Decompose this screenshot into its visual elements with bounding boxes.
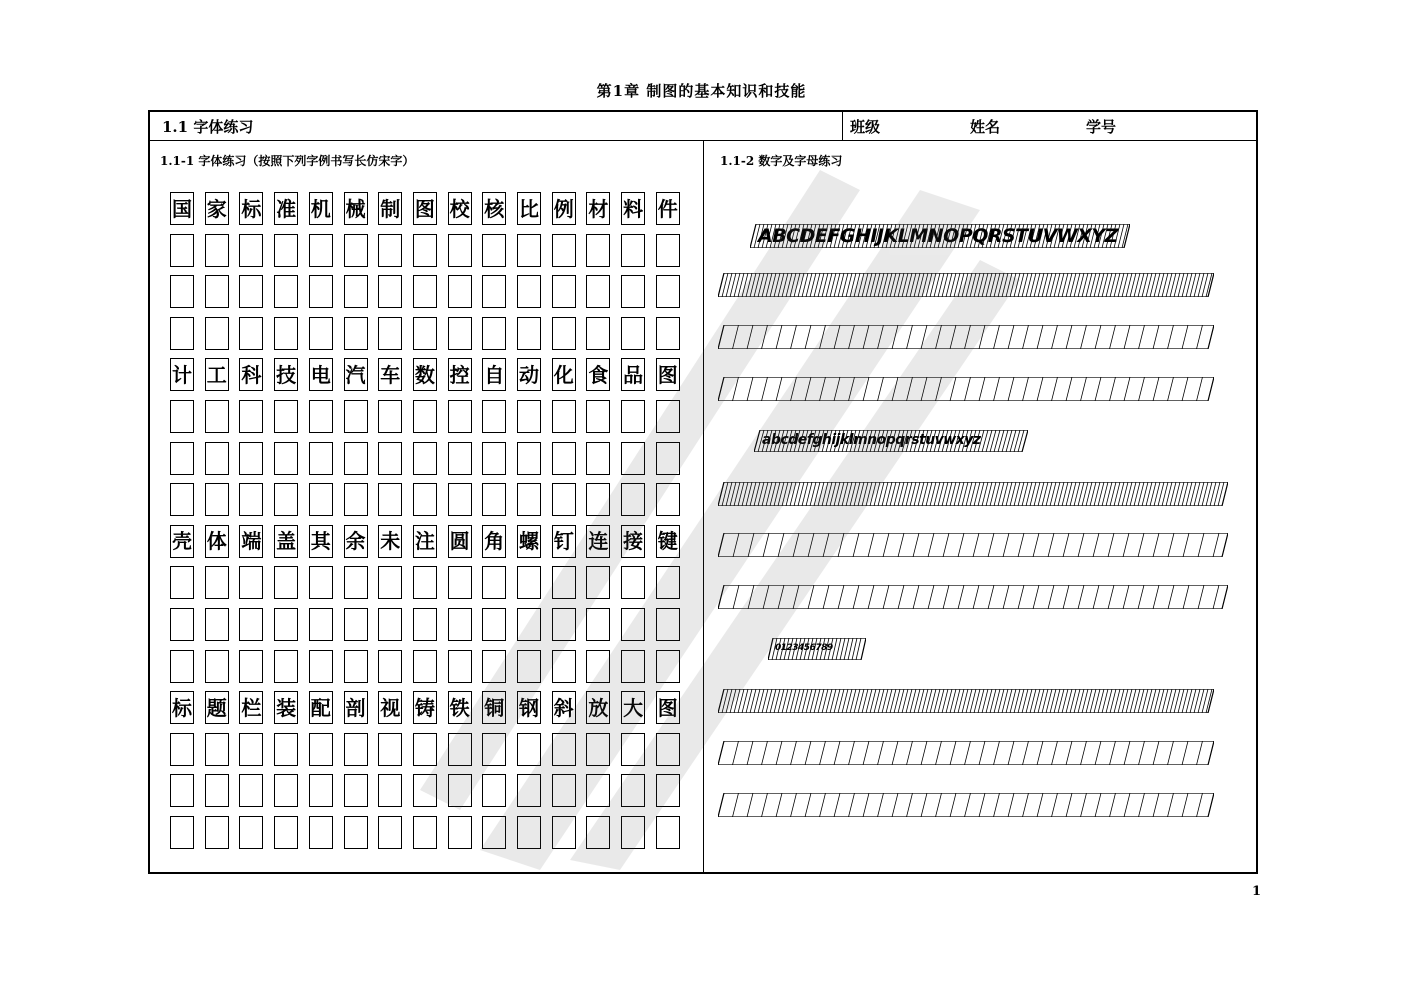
sample-character: 剖 (344, 691, 368, 724)
practice-cell (344, 317, 368, 350)
sample-character: 标 (170, 691, 194, 724)
practice-cell (205, 317, 229, 350)
practice-cell (344, 442, 368, 475)
sample-character: 工 (205, 358, 229, 391)
right-section-title: 1.1-2 数字及字母练习 (720, 154, 843, 168)
practice-cell (656, 608, 680, 641)
practice-cell (586, 816, 610, 849)
practice-cell (309, 733, 333, 766)
practice-cell (170, 650, 194, 683)
practice-cell (309, 774, 333, 807)
sample-character: 装 (274, 691, 298, 724)
practice-cell (378, 566, 402, 599)
practice-cell (482, 566, 506, 599)
sample-character: 制 (378, 192, 402, 225)
practice-cell (205, 275, 229, 308)
practice-cell (552, 608, 576, 641)
practice-cell (413, 733, 437, 766)
practice-cell (413, 442, 437, 475)
practice-cell (656, 234, 680, 267)
practice-cell (378, 234, 402, 267)
practice-cell (170, 275, 194, 308)
practice-cell (517, 234, 541, 267)
sample-character: 科 (239, 358, 263, 391)
sample-character: 例 (552, 192, 576, 225)
practice-cell (274, 566, 298, 599)
practice-cell (517, 275, 541, 308)
practice-cell (448, 816, 472, 849)
practice-cell (656, 816, 680, 849)
practice-cell (239, 234, 263, 267)
practice-cell (413, 275, 437, 308)
practice-cell (656, 774, 680, 807)
practice-cell (552, 483, 576, 516)
practice-cell (448, 733, 472, 766)
practice-cell (413, 483, 437, 516)
practice-cell (239, 566, 263, 599)
practice-cell (309, 442, 333, 475)
practice-cell (378, 317, 402, 350)
practice-cell (517, 483, 541, 516)
practice-cell (205, 816, 229, 849)
practice-strip (718, 741, 1214, 765)
practice-cell (482, 234, 506, 267)
sample-character: 校 (448, 192, 472, 225)
practice-cell (586, 234, 610, 267)
practice-cell (205, 650, 229, 683)
practice-cell (378, 733, 402, 766)
practice-cell (448, 650, 472, 683)
practice-cell (656, 317, 680, 350)
practice-cell (378, 650, 402, 683)
practice-cell (586, 275, 610, 308)
practice-cell (621, 650, 645, 683)
practice-cell (517, 400, 541, 433)
practice-cell (586, 442, 610, 475)
sample-character: 栏 (239, 691, 263, 724)
sample-character: 家 (205, 192, 229, 225)
practice-cell (656, 733, 680, 766)
sample-character: 械 (344, 192, 368, 225)
practice-cell (274, 275, 298, 308)
sample-character: 图 (413, 192, 437, 225)
practice-cell (517, 816, 541, 849)
practice-strip (718, 377, 1214, 401)
practice-cell (309, 317, 333, 350)
practice-cell (170, 733, 194, 766)
sample-character: 料 (621, 192, 645, 225)
practice-cell (482, 483, 506, 516)
practice-cell (448, 566, 472, 599)
sample-character: 斜 (552, 691, 576, 724)
practice-cell (448, 608, 472, 641)
practice-cell (586, 733, 610, 766)
student-id-label: 学号 (1086, 118, 1117, 136)
practice-cell (309, 650, 333, 683)
practice-cell (344, 400, 368, 433)
sample-character: 计 (170, 358, 194, 391)
practice-cell (378, 442, 402, 475)
practice-cell (205, 483, 229, 516)
practice-cell (621, 400, 645, 433)
practice-cell (552, 650, 576, 683)
practice-strip (718, 793, 1214, 817)
sample-character: 题 (205, 691, 229, 724)
lowercase-sample: abcdefghijklmnopqrstuvwxyz (762, 432, 981, 448)
practice-cell (517, 566, 541, 599)
sample-character: 材 (586, 192, 610, 225)
sample-character: 键 (656, 525, 680, 558)
practice-cell (552, 566, 576, 599)
left-section-title: 1.1-1 字体练习（按照下列字例书写长仿宋字） (160, 154, 415, 168)
practice-cell (309, 400, 333, 433)
practice-cell (378, 608, 402, 641)
page-number: 1 (1252, 884, 1262, 899)
practice-cell (517, 608, 541, 641)
practice-cell (621, 774, 645, 807)
practice-cell (309, 566, 333, 599)
practice-cell (656, 442, 680, 475)
class-label: 班级 (850, 118, 881, 136)
practice-cell (448, 400, 472, 433)
practice-cell (205, 234, 229, 267)
practice-strip (718, 533, 1228, 557)
practice-cell (378, 816, 402, 849)
sample-character: 注 (413, 525, 437, 558)
practice-cell (586, 483, 610, 516)
practice-cell (274, 483, 298, 516)
sample-character: 圆 (448, 525, 472, 558)
sample-character: 动 (517, 358, 541, 391)
practice-cell (239, 608, 263, 641)
practice-cell (378, 483, 402, 516)
practice-cell (170, 816, 194, 849)
practice-cell (448, 442, 472, 475)
practice-cell (413, 234, 437, 267)
practice-cell (482, 816, 506, 849)
sample-character: 大 (621, 691, 645, 724)
practice-cell (448, 317, 472, 350)
practice-cell (274, 234, 298, 267)
practice-cell (205, 733, 229, 766)
sample-character: 铁 (448, 691, 472, 724)
practice-cell (586, 774, 610, 807)
practice-cell (482, 774, 506, 807)
practice-cell (413, 317, 437, 350)
practice-cell (344, 733, 368, 766)
practice-cell (482, 733, 506, 766)
practice-cell (378, 774, 402, 807)
practice-cell (586, 608, 610, 641)
practice-cell (205, 608, 229, 641)
sample-character: 端 (239, 525, 263, 558)
practice-cell (621, 317, 645, 350)
practice-cell (344, 608, 368, 641)
sample-character: 车 (378, 358, 402, 391)
practice-cell (170, 442, 194, 475)
practice-cell (621, 566, 645, 599)
practice-cell (274, 317, 298, 350)
sample-character: 铜 (482, 691, 506, 724)
sample-character: 余 (344, 525, 368, 558)
practice-cell (378, 275, 402, 308)
dense-practice-strip (718, 273, 1214, 297)
practice-cell (413, 400, 437, 433)
practice-cell (448, 275, 472, 308)
practice-cell (239, 400, 263, 433)
practice-cell (170, 566, 194, 599)
practice-cell (344, 275, 368, 308)
practice-cell (586, 400, 610, 433)
practice-cell (170, 608, 194, 641)
sample-character: 技 (274, 358, 298, 391)
practice-cell (448, 774, 472, 807)
practice-cell (656, 483, 680, 516)
practice-cell (482, 650, 506, 683)
sample-character: 数 (413, 358, 437, 391)
practice-cell (621, 816, 645, 849)
practice-cell (448, 234, 472, 267)
sample-character: 视 (378, 691, 402, 724)
practice-cell (552, 442, 576, 475)
header-row (150, 112, 1256, 141)
practice-cell (552, 816, 576, 849)
practice-cell (552, 234, 576, 267)
sample-character: 汽 (344, 358, 368, 391)
sample-character: 件 (656, 192, 680, 225)
chapter-title: 第1章 制图的基本知识和技能 (596, 82, 807, 100)
sample-character: 配 (309, 691, 333, 724)
sample-character: 图 (656, 691, 680, 724)
practice-strip (718, 585, 1228, 609)
practice-cell (344, 816, 368, 849)
practice-cell (170, 774, 194, 807)
practice-cell (482, 442, 506, 475)
practice-cell (656, 650, 680, 683)
header-divider (842, 112, 843, 140)
sample-character: 控 (448, 358, 472, 391)
sample-character: 钢 (517, 691, 541, 724)
practice-cell (309, 234, 333, 267)
practice-cell (621, 442, 645, 475)
sample-character: 国 (170, 192, 194, 225)
practice-cell (239, 275, 263, 308)
practice-cell (205, 442, 229, 475)
practice-cell (274, 608, 298, 641)
practice-cell (239, 816, 263, 849)
practice-cell (413, 774, 437, 807)
practice-cell (309, 608, 333, 641)
digits-sample: 0123456789 (775, 642, 833, 653)
practice-cell (344, 483, 368, 516)
practice-cell (656, 566, 680, 599)
practice-cell (344, 234, 368, 267)
practice-cell (413, 650, 437, 683)
practice-cell (552, 275, 576, 308)
practice-cell (552, 400, 576, 433)
practice-cell (309, 275, 333, 308)
practice-cell (482, 317, 506, 350)
practice-cell (309, 483, 333, 516)
practice-cell (482, 275, 506, 308)
worksheet-frame (148, 110, 1258, 874)
practice-strip (718, 325, 1214, 349)
practice-cell (586, 317, 610, 350)
sample-character: 核 (482, 192, 506, 225)
practice-cell (239, 774, 263, 807)
sample-character: 连 (586, 525, 610, 558)
sample-character: 图 (656, 358, 680, 391)
practice-cell (239, 650, 263, 683)
practice-cell (239, 317, 263, 350)
dense-practice-strip (718, 482, 1228, 506)
sample-character: 壳 (170, 525, 194, 558)
practice-cell (517, 317, 541, 350)
practice-cell (517, 442, 541, 475)
section-title: 1.1 字体练习 (162, 118, 254, 136)
practice-cell (621, 483, 645, 516)
practice-cell (586, 650, 610, 683)
sample-character: 食 (586, 358, 610, 391)
sample-character: 角 (482, 525, 506, 558)
sample-character: 准 (274, 192, 298, 225)
practice-cell (274, 816, 298, 849)
practice-cell (344, 774, 368, 807)
sample-character: 螺 (517, 525, 541, 558)
practice-cell (274, 400, 298, 433)
practice-cell (656, 275, 680, 308)
practice-cell (621, 234, 645, 267)
practice-cell (656, 400, 680, 433)
practice-cell (344, 650, 368, 683)
practice-cell (413, 566, 437, 599)
middle-divider (703, 140, 704, 872)
practice-cell (482, 400, 506, 433)
practice-cell (170, 317, 194, 350)
sample-character: 比 (517, 192, 541, 225)
practice-cell (170, 483, 194, 516)
practice-cell (205, 400, 229, 433)
practice-cell (239, 483, 263, 516)
sample-character: 电 (309, 358, 333, 391)
practice-cell (621, 608, 645, 641)
practice-cell (309, 816, 333, 849)
sample-character: 盖 (274, 525, 298, 558)
sample-character: 未 (378, 525, 402, 558)
sample-character: 其 (309, 525, 333, 558)
practice-cell (239, 733, 263, 766)
practice-cell (448, 483, 472, 516)
practice-cell (378, 400, 402, 433)
sample-character: 自 (482, 358, 506, 391)
practice-cell (413, 816, 437, 849)
sample-character: 机 (309, 192, 333, 225)
sample-character: 化 (552, 358, 576, 391)
practice-cell (621, 733, 645, 766)
practice-cell (344, 566, 368, 599)
name-label: 姓名 (970, 118, 1001, 136)
practice-cell (274, 442, 298, 475)
sample-character: 铸 (413, 691, 437, 724)
sample-character: 钉 (552, 525, 576, 558)
practice-cell (517, 774, 541, 807)
practice-cell (413, 608, 437, 641)
uppercase-sample: ABCDEFGHIJKLMNOPQRSTUVWXYZ (758, 224, 1118, 247)
practice-cell (552, 733, 576, 766)
practice-cell (552, 774, 576, 807)
sample-character: 标 (239, 192, 263, 225)
practice-cell (586, 566, 610, 599)
sample-character: 体 (205, 525, 229, 558)
practice-cell (552, 317, 576, 350)
practice-cell (170, 234, 194, 267)
practice-cell (170, 400, 194, 433)
practice-cell (205, 566, 229, 599)
practice-cell (517, 650, 541, 683)
practice-cell (621, 275, 645, 308)
practice-cell (239, 442, 263, 475)
practice-cell (482, 608, 506, 641)
practice-cell (274, 733, 298, 766)
sample-character: 放 (586, 691, 610, 724)
dense-practice-strip (718, 689, 1214, 713)
practice-cell (517, 733, 541, 766)
practice-cell (274, 650, 298, 683)
practice-cell (205, 774, 229, 807)
sample-character: 接 (621, 525, 645, 558)
practice-cell (274, 774, 298, 807)
sample-character: 品 (621, 358, 645, 391)
